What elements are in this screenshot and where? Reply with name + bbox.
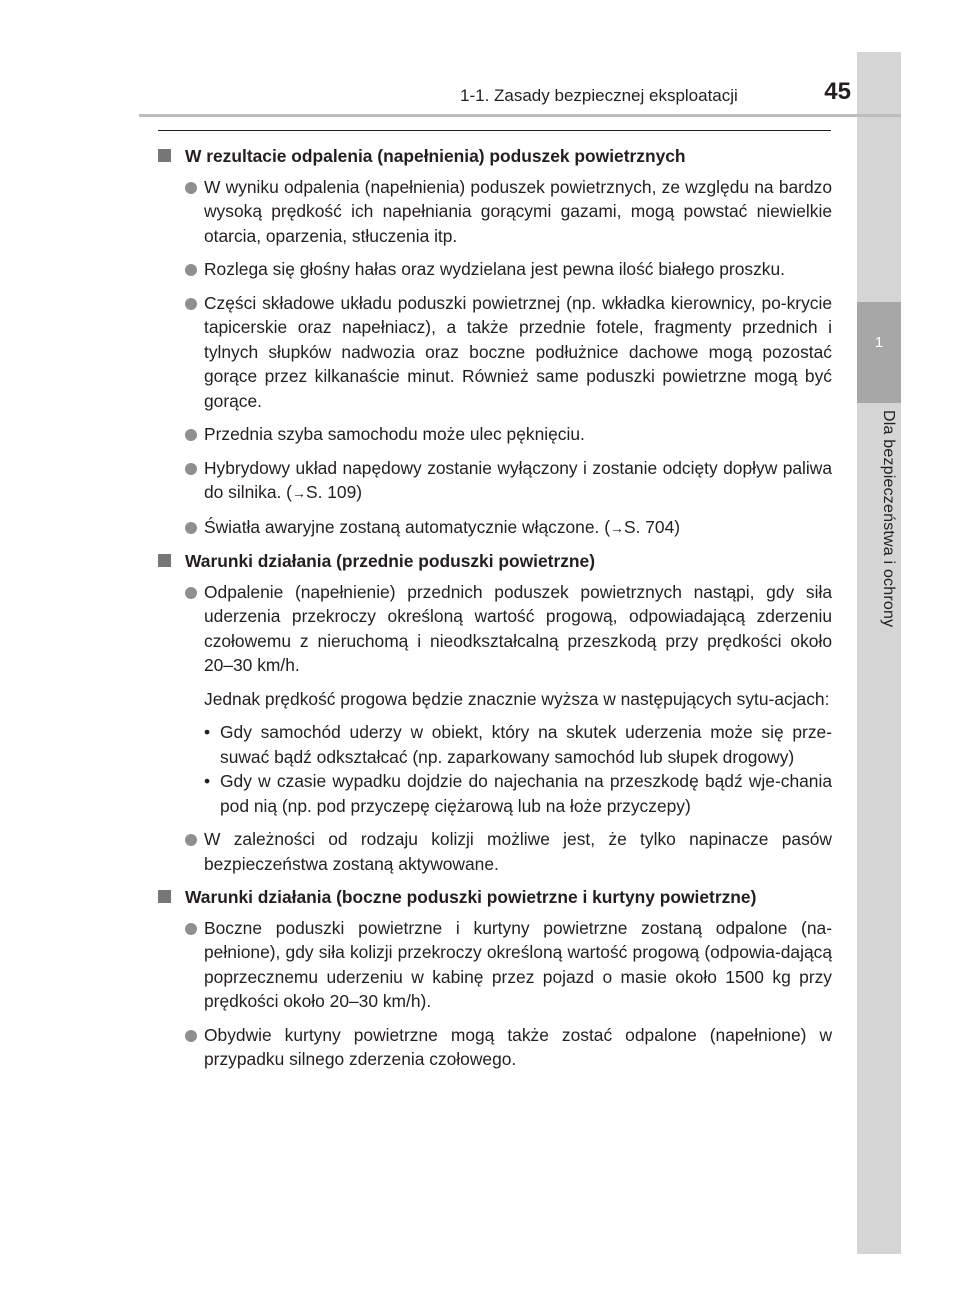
chapter-title: Dla bezpieczeństwa i ochrony [880, 410, 897, 628]
section-heading: Warunki działania (przednie poduszki powietrzne) [158, 549, 832, 574]
paragraph: Jednak prędkość progowa będzie znacznie wyższa w następujących sytu-acjach: [204, 688, 830, 709]
chapter-number-block [857, 302, 901, 403]
list-item: Odpalenie (napełnienie) przednich poduszek powietrznych nastąpi, gdy siła uderzenia przekroczy określoną wartość progową, odpowiadającą zderzeniu czołowemu z nieruchomą i nieodkształcalną przeszkodą przy prędkości około 20–30 km/h. [158, 580, 832, 678]
square-bullet-icon [158, 554, 171, 567]
page-number: 45 [824, 78, 851, 105]
page-reference-link[interactable]: S. 109) [305, 482, 363, 502]
list-item: Obydwie kurtyny powietrzne mogą także zostać odpalone (napełnione) w przypadku silnego zderzenia czołowego. [158, 1023, 832, 1072]
page-reference-link[interactable]: S. 704) [623, 516, 681, 537]
sub-list-item: • Gdy samochód uderzy w obiekt, który na skutek uderzenia może się prze-suwać bądź odkształcać (np. zaparkowany samochód lub słupek drogowy) [204, 722, 832, 767]
circle-bullet-icon [185, 182, 197, 194]
section-heading: W rezultacie odpalenia (napełnienia) poduszek powietrznych [158, 144, 832, 169]
arrow-icon: → [291, 485, 306, 501]
header-rule [139, 114, 901, 117]
circle-bullet-icon [185, 522, 197, 534]
circle-bullet-icon [185, 923, 197, 935]
square-bullet-icon [158, 890, 171, 903]
page-content [158, 144, 832, 1081]
list-item: Boczne poduszki powietrzne i kurtyny powietrzne zostaną odpalone (na-pełnione), gdy siła kolizji przekroczy określoną wartość progową (odpowia-dającą poprzecznemu uderzeniu w kabinę przez pojazd o masie około 1500 kg przy prędkości około 20–30 km/h). [158, 916, 832, 1014]
small-bullet-icon: • [204, 771, 211, 791]
circle-bullet-icon [185, 264, 197, 276]
circle-bullet-icon [185, 1030, 197, 1042]
small-bullet-icon: • [204, 722, 211, 742]
sub-list-item: • Gdy w czasie wypadku dojdzie do najechania na przeszkodę bądź wje-chania pod nią (np. pod przyczepę ciężarową lub na łoże przyczepy) [204, 771, 832, 816]
arrow-icon: → [609, 519, 624, 536]
circle-bullet-icon [185, 463, 197, 475]
running-header: 1-1. Zasady bezpiecznej eksploatacji [460, 86, 738, 105]
list-item: W zależności od rodzaju kolizji możliwe jest, że tylko napinacze pasów bezpieczeństwa zostaną aktywowane. [158, 827, 832, 876]
circle-bullet-icon [185, 429, 197, 441]
sub-list [158, 720, 832, 818]
circle-bullet-icon [185, 298, 197, 310]
section-rule [158, 130, 831, 131]
list-item: Światła awaryjne zostaną automatycznie włączone. (→S. 704) [158, 515, 832, 541]
list-item: W wyniku odpalenia (napełnienia) poduszek powietrznych, ze względu na bardzo wysoką prędkość ich napełniania gorącymi gazami, mogą powstać niewielkie otarcia, oparzenia, stłuczenia itp. [158, 175, 832, 249]
section-heading: Warunki działania (boczne poduszki powietrzne i kurtyny powietrzne) [158, 885, 832, 910]
chapter-number: 1 [874, 334, 884, 351]
list-item: Części składowe układu poduszki powietrznej (np. wkładka kierownicy, po-krycie tapicerskie oraz napełniacz), a także przednie fotele, fragmenty przednich i tylnych słupków nadwozia oraz boczne podłużnice dachowe mogą pozostać gorące przez kilkanaście minut. Również same poduszki powietrzne mogą być gorące. [158, 291, 832, 414]
chapter-side-tab [857, 52, 901, 1254]
circle-bullet-icon [185, 587, 197, 599]
square-bullet-icon [158, 149, 171, 162]
list-item: Hybrydowy układ napędowy zostanie wyłączony i zostanie odcięty dopływ paliwa do silnika. (→S. 109) [158, 456, 832, 506]
list-item: Rozlega się głośny hałas oraz wydzielana jest pewna ilość białego proszku. [158, 257, 832, 282]
circle-bullet-icon [185, 834, 197, 846]
list-item: Przednia szyba samochodu może ulec pęknięciu. [158, 422, 832, 447]
